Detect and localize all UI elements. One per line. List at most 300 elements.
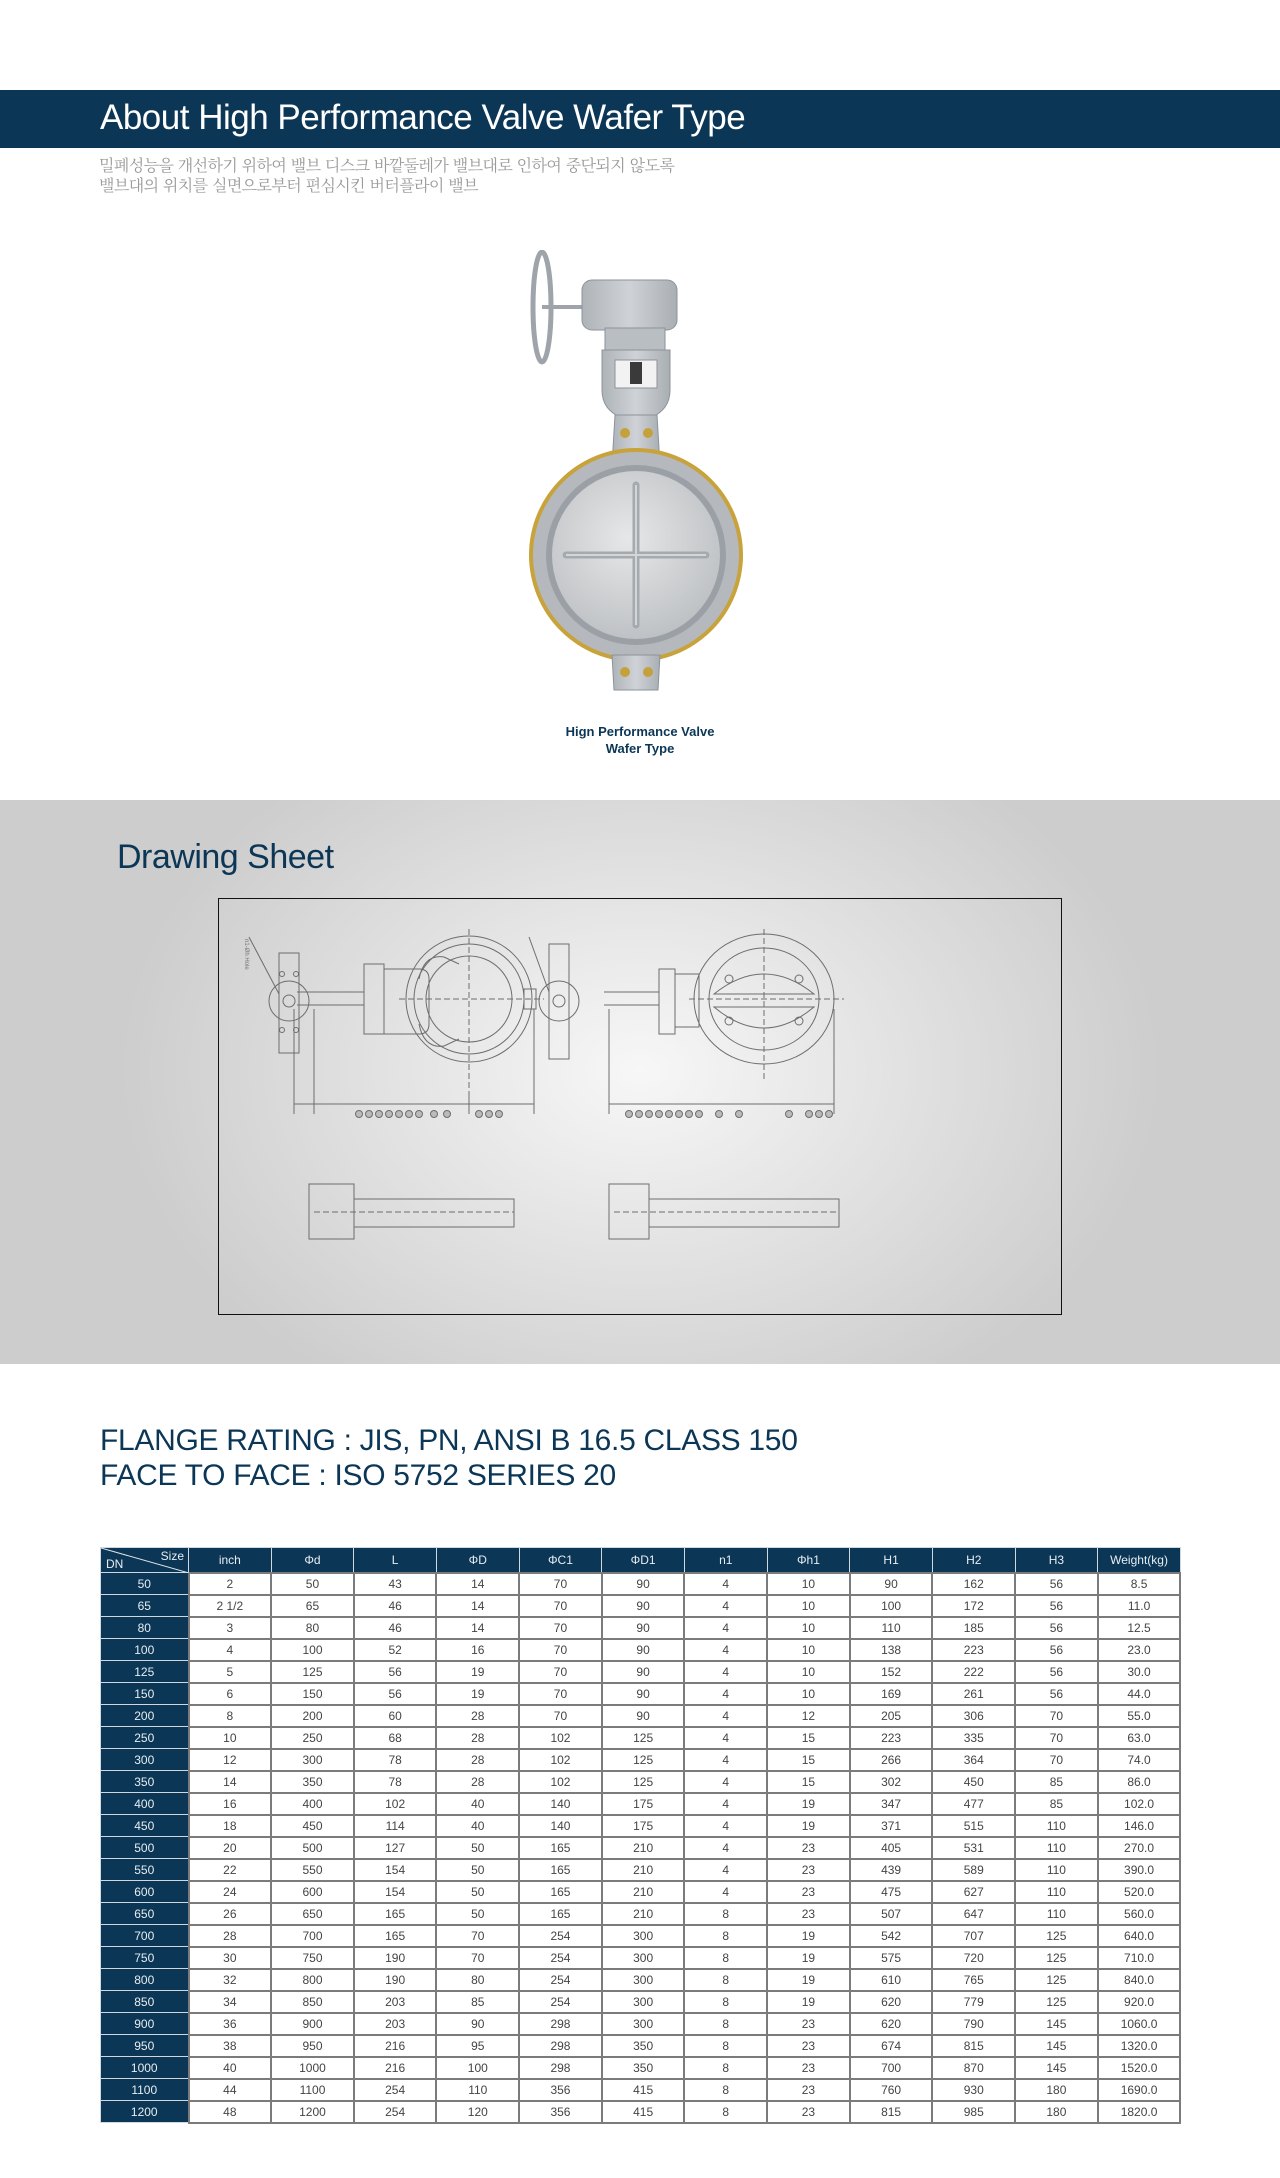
table-cell: 223 <box>932 1639 1015 1661</box>
table-cell: 850 <box>271 1991 354 2013</box>
table-cell: 90 <box>602 1661 685 1683</box>
table-cell: 169 <box>850 1683 933 1705</box>
table-row <box>101 1903 1181 1925</box>
dn-cell: 400 <box>101 1793 189 1815</box>
table-cell: 2 <box>189 1573 272 1595</box>
dn-cell: 1200 <box>101 2101 189 2123</box>
table-cell: 50 <box>271 1573 354 1595</box>
table-cell: 60 <box>354 1705 437 1727</box>
table-cell: 261 <box>932 1683 1015 1705</box>
table-cell: 216 <box>354 2057 437 2079</box>
column-header: H3 <box>1015 1548 1098 1573</box>
table-cell: 4 <box>684 1683 767 1705</box>
table-cell: 4 <box>684 1837 767 1859</box>
table-cell: 270.0 <box>1098 1837 1181 1859</box>
table-cell: 19 <box>767 1815 850 1837</box>
table-cell: 74.0 <box>1098 1749 1181 1771</box>
table-cell: 203 <box>354 1991 437 2013</box>
table-cell: 125 <box>271 1661 354 1683</box>
table-cell: 203 <box>354 2013 437 2035</box>
product-caption <box>540 723 740 757</box>
table-cell: 162 <box>932 1573 1015 1595</box>
table-cell: 102 <box>519 1771 602 1793</box>
table-cell: 4 <box>684 1815 767 1837</box>
table-cell: 40 <box>189 2057 272 2079</box>
column-header: inch <box>189 1548 272 1573</box>
intro-text <box>99 156 674 196</box>
table-cell: 205 <box>850 1705 933 1727</box>
table-cell: 28 <box>436 1749 519 1771</box>
table-cell: 125 <box>602 1727 685 1749</box>
table-row <box>101 2035 1181 2057</box>
table-cell: 46 <box>354 1617 437 1639</box>
table-cell: 347 <box>850 1793 933 1815</box>
table-cell: 70 <box>436 1925 519 1947</box>
table-cell: 4 <box>684 1859 767 1881</box>
table-cell: 28 <box>436 1771 519 1793</box>
table-row <box>101 1925 1181 1947</box>
table-cell: 70 <box>1015 1749 1098 1771</box>
column-header: ΦD <box>436 1548 519 1573</box>
table-cell: 175 <box>602 1793 685 1815</box>
table-cell: 930 <box>932 2079 1015 2101</box>
table-cell: 10 <box>767 1661 850 1683</box>
table-cell: 390.0 <box>1098 1859 1181 1881</box>
table-cell: 985 <box>932 2101 1015 2123</box>
table-row <box>101 1947 1181 1969</box>
table-cell: 140 <box>519 1815 602 1837</box>
table-cell: 350 <box>602 2035 685 2057</box>
table-cell: 707 <box>932 1925 1015 1947</box>
table-cell: 300 <box>602 1969 685 1991</box>
column-header: Φh1 <box>767 1548 850 1573</box>
table-cell: 507 <box>850 1903 933 1925</box>
table-cell: 19 <box>767 1793 850 1815</box>
table-cell: 110 <box>1015 1837 1098 1859</box>
table-cell: 1200 <box>271 2101 354 2123</box>
column-header: L <box>354 1548 437 1573</box>
table-cell: 125 <box>602 1749 685 1771</box>
table-cell: 180 <box>1015 2079 1098 2101</box>
table-cell: 14 <box>189 1771 272 1793</box>
dn-cell: 700 <box>101 1925 189 1947</box>
dn-cell: 650 <box>101 1903 189 1925</box>
table-cell: 23 <box>767 1903 850 1925</box>
table-cell: 415 <box>602 2101 685 2123</box>
table-cell: 185 <box>932 1617 1015 1639</box>
table-cell: 90 <box>602 1617 685 1639</box>
caption-line: Hign Performance Valve <box>565 724 715 739</box>
technical-drawing-icon <box>219 899 1063 1316</box>
table-cell: 28 <box>436 1727 519 1749</box>
table-cell: 350 <box>271 1771 354 1793</box>
dn-cell: 750 <box>101 1947 189 1969</box>
table-cell: 10 <box>767 1573 850 1595</box>
table-cell: 19 <box>767 1991 850 2013</box>
table-cell: 50 <box>436 1837 519 1859</box>
table-cell: 4 <box>684 1793 767 1815</box>
table-cell: 152 <box>850 1661 933 1683</box>
table-cell: 1000 <box>271 2057 354 2079</box>
table-cell: 300 <box>602 2013 685 2035</box>
table-cell: 95 <box>436 2035 519 2057</box>
drawing-sheet-section <box>0 800 1280 1364</box>
table-cell: 627 <box>932 1881 1015 1903</box>
table-cell: 210 <box>602 1837 685 1859</box>
column-header: n1 <box>684 1548 767 1573</box>
table-cell: 531 <box>932 1837 1015 1859</box>
intro-line: 밀폐성능을 개선하기 위하여 밸브 디스크 바깥둘레가 밸브대로 인하여 중단되지 않도록 <box>99 156 675 175</box>
table-cell: 70 <box>519 1573 602 1595</box>
table-cell: 300 <box>602 1991 685 2013</box>
table-cell: 85 <box>1015 1771 1098 1793</box>
table-cell: 400 <box>271 1793 354 1815</box>
table-cell: 1520.0 <box>1098 2057 1181 2079</box>
table-cell: 254 <box>519 1991 602 2013</box>
flange-rating: FLANGE RATING : JIS, PN, ANSI B 16.5 CLASS 150 <box>100 1424 798 1457</box>
table-cell: 70 <box>519 1595 602 1617</box>
dn-cell: 150 <box>101 1683 189 1705</box>
table-cell: 165 <box>519 1837 602 1859</box>
table-row <box>101 1727 1181 1749</box>
table-cell: 840.0 <box>1098 1969 1181 1991</box>
dn-cell: 900 <box>101 2013 189 2035</box>
table-cell: 70 <box>1015 1727 1098 1749</box>
table-row <box>101 1793 1181 1815</box>
table-cell: 100 <box>850 1595 933 1617</box>
dimension-table <box>100 1547 1181 2124</box>
table-cell: 100 <box>436 2057 519 2079</box>
table-cell: 50 <box>436 1859 519 1881</box>
table-cell: 85 <box>436 1991 519 2013</box>
table-cell: 210 <box>602 1881 685 1903</box>
table-cell: 8 <box>684 1991 767 2013</box>
table-cell: 15 <box>767 1727 850 1749</box>
table-cell: 750 <box>271 1947 354 1969</box>
table-cell: 254 <box>354 2101 437 2123</box>
table-cell: 56 <box>1015 1639 1098 1661</box>
table-cell: 920.0 <box>1098 1991 1181 2013</box>
table-cell: 10 <box>767 1617 850 1639</box>
table-cell: 1690.0 <box>1098 2079 1181 2101</box>
table-cell: 4 <box>684 1639 767 1661</box>
caption-line: Wafer Type <box>605 741 675 756</box>
table-cell: 90 <box>602 1595 685 1617</box>
table-cell: 114 <box>354 1815 437 1837</box>
table-cell: 356 <box>519 2101 602 2123</box>
table-cell: 14 <box>436 1573 519 1595</box>
table-cell: 165 <box>519 1859 602 1881</box>
table-cell: 589 <box>932 1859 1015 1881</box>
table-cell: 8 <box>684 1947 767 1969</box>
table-cell: 110 <box>1015 1815 1098 1837</box>
table-cell: 110 <box>436 2079 519 2101</box>
table-cell: 760 <box>850 2079 933 2101</box>
table-cell: 40 <box>436 1815 519 1837</box>
table-cell: 10 <box>767 1683 850 1705</box>
table-cell: 8 <box>684 1925 767 1947</box>
table-cell: 254 <box>519 1947 602 1969</box>
table-cell: 4 <box>684 1727 767 1749</box>
table-cell: 254 <box>519 1969 602 1991</box>
table-cell: 302 <box>850 1771 933 1793</box>
table-cell: 4 <box>684 1595 767 1617</box>
table-row <box>101 1705 1181 1727</box>
table-cell: 70 <box>519 1683 602 1705</box>
table-cell: 815 <box>932 2035 1015 2057</box>
table-cell: 15 <box>767 1749 850 1771</box>
table-cell: 110 <box>850 1617 933 1639</box>
table-cell: 70 <box>519 1705 602 1727</box>
table-cell: 300 <box>602 1947 685 1969</box>
table-cell: 102.0 <box>1098 1793 1181 1815</box>
table-cell: 63.0 <box>1098 1727 1181 1749</box>
section-view-left <box>309 1111 514 1240</box>
table-cell: 190 <box>354 1947 437 1969</box>
dn-cell: 50 <box>101 1573 189 1595</box>
table-cell: 210 <box>602 1903 685 1925</box>
table-cell: 210 <box>602 1859 685 1881</box>
table-cell: 4 <box>684 1771 767 1793</box>
table-cell: 138 <box>850 1639 933 1661</box>
table-row <box>101 2057 1181 2079</box>
table-cell: 90 <box>436 2013 519 2035</box>
table-cell: 16 <box>189 1793 272 1815</box>
table-cell: 23 <box>767 2035 850 2057</box>
table-cell: 542 <box>850 1925 933 1947</box>
spec-headings <box>100 1423 798 1493</box>
table-cell: 145 <box>1015 2013 1098 2035</box>
table-cell: 90 <box>602 1639 685 1661</box>
table-cell: 23 <box>767 2057 850 2079</box>
table-cell: 24 <box>189 1881 272 1903</box>
table-cell: 254 <box>354 2079 437 2101</box>
table-cell: 8 <box>189 1705 272 1727</box>
table-cell: 450 <box>271 1815 354 1837</box>
dn-cell: 80 <box>101 1617 189 1639</box>
table-cell: 223 <box>850 1727 933 1749</box>
table-cell: 56 <box>1015 1573 1098 1595</box>
table-cell: 300 <box>271 1749 354 1771</box>
table-cell: 23.0 <box>1098 1639 1181 1661</box>
dn-cell: 100 <box>101 1639 189 1661</box>
dn-label: DN <box>106 1557 124 1571</box>
table-cell: 306 <box>932 1705 1015 1727</box>
table-cell: 222 <box>932 1661 1015 1683</box>
table-cell: 1100 <box>271 2079 354 2101</box>
table-cell: 125 <box>602 1771 685 1793</box>
column-header: H2 <box>932 1548 1015 1573</box>
table-cell: 500 <box>271 1837 354 1859</box>
table-cell: 70 <box>519 1639 602 1661</box>
front-view-right <box>604 929 844 1114</box>
table-cell: 52 <box>354 1639 437 1661</box>
table-cell: 150 <box>271 1683 354 1705</box>
table-cell: 56 <box>1015 1661 1098 1683</box>
intro-line: 밸브대의 위치를 실면으로부터 편심시킨 버터플라이 밸브 <box>99 176 478 195</box>
table-cell: 145 <box>1015 2035 1098 2057</box>
dn-cell: 950 <box>101 2035 189 2057</box>
table-cell: 50 <box>436 1881 519 1903</box>
table-cell: 700 <box>850 2057 933 2079</box>
table-row <box>101 2079 1181 2101</box>
table-cell: 4 <box>189 1639 272 1661</box>
table-cell: 4 <box>684 1881 767 1903</box>
table-cell: 20 <box>189 1837 272 1859</box>
table-cell: 560.0 <box>1098 1903 1181 1925</box>
table-cell: 364 <box>932 1749 1015 1771</box>
table-row <box>101 1991 1181 2013</box>
table-cell: 8 <box>684 2035 767 2057</box>
corner-header <box>101 1548 189 1573</box>
column-header: ΦD1 <box>602 1548 685 1573</box>
table-cell: 18 <box>189 1815 272 1837</box>
table-cell: 48 <box>189 2101 272 2123</box>
table-cell: 102 <box>519 1727 602 1749</box>
drawing-frame <box>218 898 1062 1315</box>
table-cell: 800 <box>271 1969 354 1991</box>
table-cell: 700 <box>271 1925 354 1947</box>
table-cell: 475 <box>850 1881 933 1903</box>
table-cell: 790 <box>932 2013 1015 2035</box>
table-cell: 46 <box>354 1595 437 1617</box>
table-cell: 146.0 <box>1098 1815 1181 1837</box>
table-cell: 298 <box>519 2035 602 2057</box>
table-cell: 32 <box>189 1969 272 1991</box>
table-header-row <box>101 1548 1181 1573</box>
table-cell: 4 <box>684 1617 767 1639</box>
table-cell: 145 <box>1015 2057 1098 2079</box>
dn-cell: 550 <box>101 1859 189 1881</box>
table-cell: 78 <box>354 1749 437 1771</box>
table-cell: 8 <box>684 1969 767 1991</box>
table-cell: 125 <box>1015 1947 1098 1969</box>
table-cell: 640.0 <box>1098 1925 1181 1947</box>
table-cell: 28 <box>189 1925 272 1947</box>
table-cell: 216 <box>354 2035 437 2057</box>
table-cell: 180 <box>1015 2101 1098 2123</box>
table-cell: 70 <box>519 1617 602 1639</box>
table-cell: 550 <box>271 1859 354 1881</box>
table-cell: 12.5 <box>1098 1617 1181 1639</box>
table-cell: 19 <box>767 1969 850 1991</box>
table-cell: 300 <box>602 1925 685 1947</box>
table-cell: 647 <box>932 1903 1015 1925</box>
table-cell: 56 <box>1015 1617 1098 1639</box>
table-row <box>101 1969 1181 1991</box>
table-cell: 8 <box>684 2101 767 2123</box>
table-row <box>101 2013 1181 2035</box>
table-cell: 102 <box>354 1793 437 1815</box>
table-cell: 450 <box>932 1771 1015 1793</box>
table-cell: 23 <box>767 1837 850 1859</box>
table-cell: 65 <box>271 1595 354 1617</box>
table-cell: 80 <box>436 1969 519 1991</box>
table-cell: 125 <box>1015 1925 1098 1947</box>
table-cell: 10 <box>767 1595 850 1617</box>
table-cell: 110 <box>1015 1859 1098 1881</box>
table-row <box>101 1661 1181 1683</box>
table-cell: 6 <box>189 1683 272 1705</box>
table-row <box>101 1815 1181 1837</box>
table-cell: 298 <box>519 2057 602 2079</box>
table-cell: 26 <box>189 1903 272 1925</box>
table-cell: 439 <box>850 1859 933 1881</box>
table-cell: 371 <box>850 1815 933 1837</box>
table-row <box>101 1837 1181 1859</box>
table-cell: 765 <box>932 1969 1015 1991</box>
table-cell: 16 <box>436 1639 519 1661</box>
section-title: Drawing Sheet <box>117 838 334 876</box>
table-cell: 8.5 <box>1098 1573 1181 1595</box>
table-cell: 3 <box>189 1617 272 1639</box>
table-cell: 90 <box>602 1573 685 1595</box>
dn-cell: 200 <box>101 1705 189 1727</box>
table-cell: 56 <box>1015 1683 1098 1705</box>
table-cell: 110 <box>1015 1903 1098 1925</box>
table-cell: 44 <box>189 2079 272 2101</box>
table-cell: 70 <box>1015 1705 1098 1727</box>
dn-cell: 1100 <box>101 2079 189 2101</box>
table-row <box>101 1617 1181 1639</box>
table-cell: 38 <box>189 2035 272 2057</box>
table-cell: 19 <box>767 1947 850 1969</box>
table-row <box>101 1771 1181 1793</box>
table-cell: 100 <box>271 1639 354 1661</box>
table-cell: 4 <box>684 1705 767 1727</box>
table-cell: 70 <box>519 1661 602 1683</box>
table-cell: 154 <box>354 1881 437 1903</box>
table-cell: 356 <box>519 2079 602 2101</box>
table-row <box>101 1639 1181 1661</box>
table-cell: 190 <box>354 1969 437 1991</box>
table-cell: 175 <box>602 1815 685 1837</box>
table-row <box>101 1573 1181 1595</box>
dn-cell: 450 <box>101 1815 189 1837</box>
table-cell: 22 <box>189 1859 272 1881</box>
table-cell: 23 <box>767 1859 850 1881</box>
table-cell: 5 <box>189 1661 272 1683</box>
table-cell: 620 <box>850 2013 933 2035</box>
table-row <box>101 1881 1181 1903</box>
table-cell: 125 <box>1015 1991 1098 2013</box>
table-cell: 127 <box>354 1837 437 1859</box>
butterfly-valve-icon <box>520 250 760 700</box>
table-cell: 4 <box>684 1661 767 1683</box>
table-cell: 1320.0 <box>1098 2035 1181 2057</box>
table-cell: 90 <box>602 1705 685 1727</box>
table-cell: 12 <box>767 1705 850 1727</box>
table-cell: 8 <box>684 2057 767 2079</box>
table-cell: 19 <box>436 1683 519 1705</box>
dn-cell: 850 <box>101 1991 189 2013</box>
table-cell: 120 <box>436 2101 519 2123</box>
svg-text:n1-Øh Hole: n1-Øh Hole <box>243 939 249 970</box>
table-cell: 298 <box>519 2013 602 2035</box>
table-row <box>101 1595 1181 1617</box>
table-cell: 1820.0 <box>1098 2101 1181 2123</box>
table-cell: 520.0 <box>1098 1881 1181 1903</box>
table-cell: 90 <box>602 1683 685 1705</box>
table-cell: 44.0 <box>1098 1683 1181 1705</box>
dn-cell: 300 <box>101 1749 189 1771</box>
table-cell: 110 <box>1015 1881 1098 1903</box>
table-cell: 11.0 <box>1098 1595 1181 1617</box>
table-cell: 30 <box>189 1947 272 1969</box>
table-cell: 165 <box>519 1881 602 1903</box>
column-header: H1 <box>850 1548 933 1573</box>
table-cell: 720 <box>932 1947 1015 1969</box>
